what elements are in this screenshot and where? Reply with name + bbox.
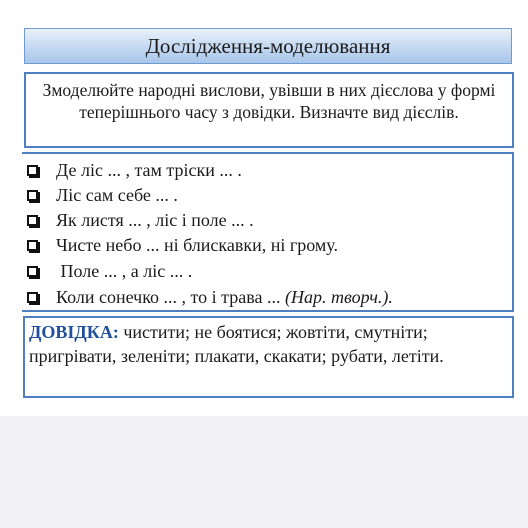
list-item-text: Як листя ... , ліс і поле ... . — [56, 210, 254, 230]
sayings-list — [22, 152, 514, 312]
reference-text: чистити; не боятися; жовтіти, смутніти; пригрівати, зеленіти; плакати, скакати; рубати, летіти. — [29, 322, 444, 366]
list-item — [22, 287, 393, 308]
task-instructions: Змоделюйте народні вислови, увівши в них дієслова у формі теперішнього часу з довідки. Визначте вид дієслів. — [24, 72, 514, 148]
list-item — [22, 160, 242, 181]
list-item — [22, 261, 192, 282]
list-item-text: Коли сонечко ... , то і трава ... — [56, 287, 285, 307]
list-item-text: Чисте небо ... ні блискавки, ні грому. — [56, 235, 339, 255]
list-item — [22, 185, 178, 206]
checkbox-icon — [27, 292, 38, 303]
checkbox-icon — [27, 215, 38, 226]
page-title: Дослідження-моделювання — [24, 28, 512, 64]
checkbox-icon — [27, 240, 38, 251]
reference-box — [23, 316, 514, 398]
checkbox-icon — [27, 266, 38, 277]
list-item — [22, 210, 254, 231]
checkbox-icon — [27, 190, 38, 201]
list-item-text: Де ліс ... , там тріски ... . — [56, 160, 242, 180]
list-item-text: Поле ... , а ліс ... . — [56, 261, 193, 281]
checkbox-icon — [27, 165, 38, 176]
reference-label: ДОВІДКА: — [29, 322, 119, 342]
list-item — [22, 235, 338, 256]
source-note: (Нар. творч.). — [285, 287, 393, 307]
list-item-text: Ліс сам себе ... . — [56, 185, 178, 205]
